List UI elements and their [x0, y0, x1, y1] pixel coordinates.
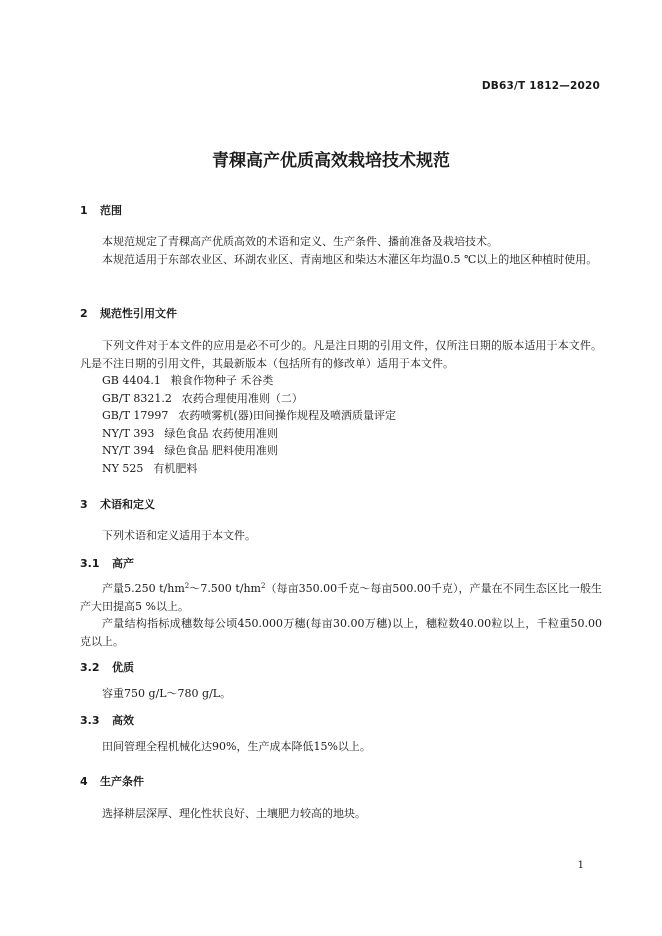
section-3-1-paragraph-1: 产量5.250 $t/hm^2\sim 7.500$ $t/hm^2$（每亩350.00千克～每亩500.00千克），产量在不同生态区比一般生产大田提高5 %以上。 — [80, 582, 602, 613]
section-1-paragraph-1: 本规范规定了青稞高产优质高效的术语和定义、生产条件、播前准备及栽培技术。 — [102, 235, 498, 248]
section-title: 优质 — [112, 661, 134, 674]
section-1-heading — [80, 202, 122, 218]
reference-code: GB 4404.1 — [102, 374, 161, 387]
reference-name: 农药合理使用准则（二） — [181, 392, 303, 405]
section-number: 3.1 — [80, 557, 100, 570]
section-number: 2 — [80, 307, 88, 320]
section-1-paragraph-2: 本规范适用于东部农业区、环湖农业区、青南地区和柴达木灌区年均温0.5 ℃以上的地区种植时使用。 — [102, 253, 598, 266]
reference-code: GB/T 8321.2 — [102, 392, 172, 405]
section-4-heading — [80, 773, 144, 789]
section-3-1-heading — [80, 555, 134, 571]
section-3-2-paragraph-1: 容重750 g/L～780 g/L。 — [102, 687, 232, 700]
section-3-3-paragraph-1: 田间管理全程机械化达90%，生产成本降低15%以上。 — [102, 740, 371, 753]
reference-item — [102, 390, 303, 408]
reference-code: NY 525 — [102, 462, 144, 475]
reference-item — [102, 372, 273, 390]
section-3-heading — [80, 496, 155, 512]
section-3-paragraph-1: 下列术语和定义适用于本文件。 — [102, 529, 256, 542]
section-title: 高产 — [112, 557, 134, 570]
document-title: 青稞高产优质高效栽培技术规范 — [212, 151, 450, 171]
reference-name: 绿色食品 肥料使用准则 — [164, 444, 278, 457]
section-4-paragraph-1: 选择耕层深厚、理化性状良好、土壤肥力较高的地块。 — [102, 807, 366, 820]
section-number: 3.3 — [80, 714, 100, 727]
reference-code: GB/T 17997 — [102, 409, 169, 422]
section-3-1-paragraph-2: 产量结构指标成穗数每公顷450.000万穗(每亩30.00万穗)以上，穗粒数40.00粒以上，千粒重50.00克以上。 — [80, 617, 602, 648]
section-title: 高效 — [112, 714, 134, 727]
reference-code: NY/T 394 — [102, 444, 155, 457]
section-3-3-heading — [80, 712, 134, 728]
reference-name: 农药喷雾机(器)田间操作规程及喷洒质量评定 — [178, 409, 396, 422]
section-title: 术语和定义 — [100, 498, 155, 511]
section-2-paragraph-1: 下列文件对于本文件的应用是必不可少的。凡是注日期的引用文件，仅所注日期的版本适用于本文件。凡是不注日期的引用文件，其最新版本（包括所有的修改单）适用于本文件。 — [80, 339, 602, 370]
reference-name: 有机肥料 — [153, 462, 198, 475]
section-title: 规范性引用文件 — [100, 307, 177, 320]
section-number: 3 — [80, 498, 88, 511]
section-title: 生产条件 — [100, 775, 144, 788]
section-3-2-heading — [80, 659, 134, 675]
section-title: 范围 — [100, 204, 122, 217]
reference-item — [102, 442, 278, 460]
section-number: 1 — [80, 204, 88, 217]
reference-item — [102, 425, 278, 443]
reference-name: 绿色食品 农药使用准则 — [164, 427, 278, 440]
section-number: 4 — [80, 775, 88, 788]
section-2-heading — [80, 305, 177, 321]
reference-item — [102, 407, 396, 425]
reference-code: NY/T 393 — [102, 427, 155, 440]
page-number: 1 — [577, 860, 584, 871]
reference-item — [102, 460, 197, 478]
section-number: 3.2 — [80, 661, 100, 674]
reference-name: 粮食作物种子 禾谷类 — [170, 374, 274, 387]
document-code: DB63/T 1812—2020 — [481, 80, 600, 92]
